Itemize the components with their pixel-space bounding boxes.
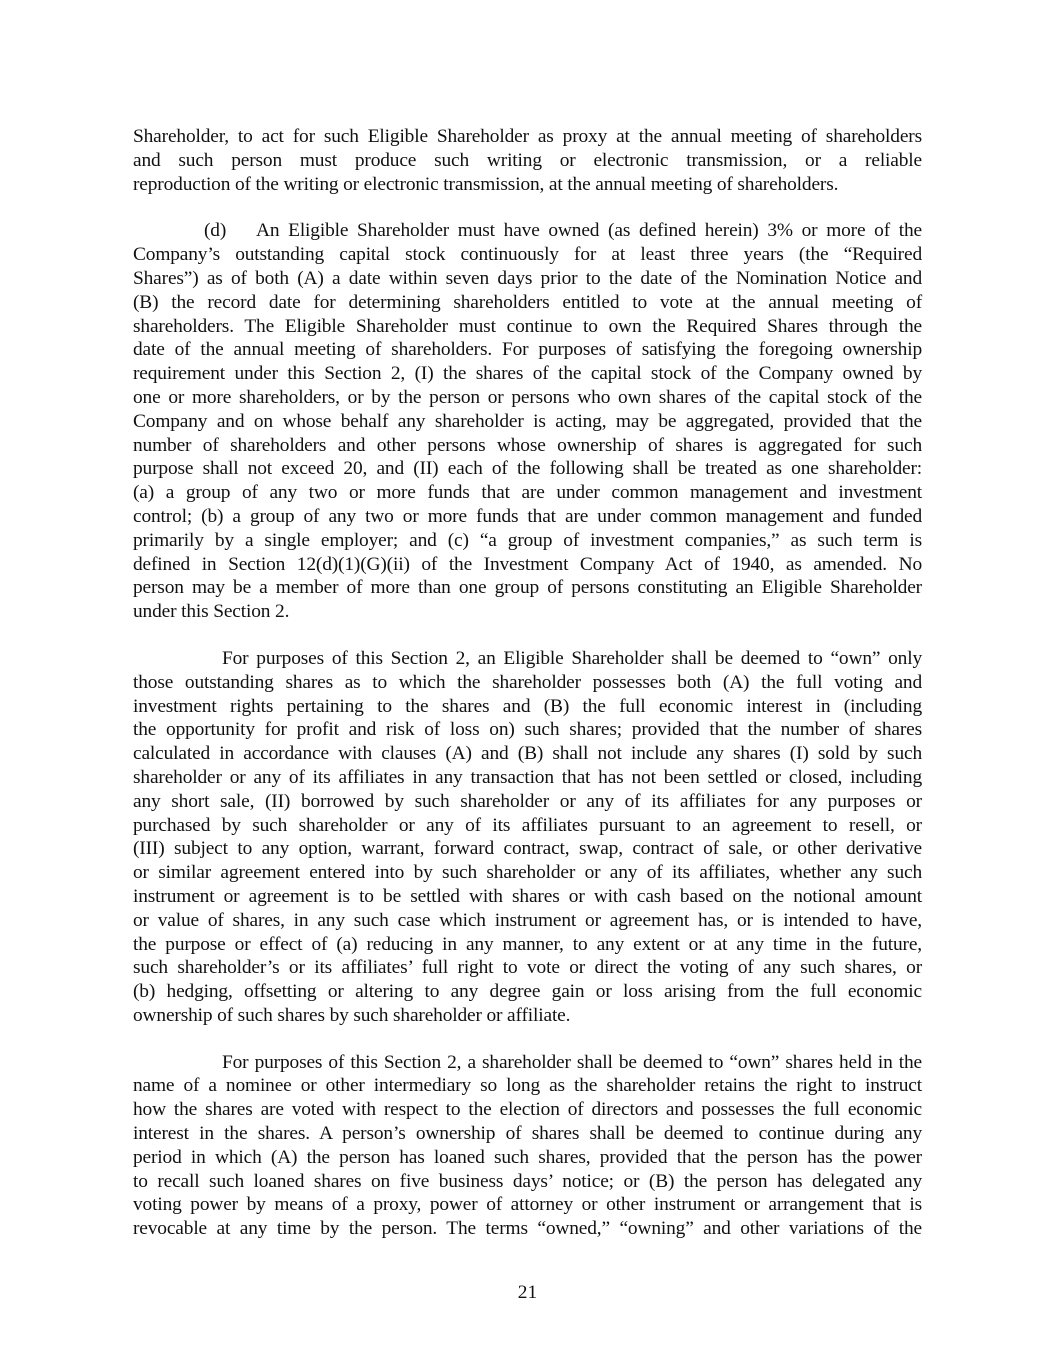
text-line-with-label (133, 219, 922, 243)
text-line: revocable at any time by the person. The terms “owned,” “owning” and other variations of the (133, 1218, 922, 1240)
text-line: one or more shareholders, or by the person or persons who own shares of the capital stock of the (133, 386, 922, 408)
text-line: or value of shares, in any such case which instrument or agreement has, or is intended to have, (133, 909, 922, 931)
text-line: the purpose or effect of (a) reducing in any manner, to any extent or at any time in the future, (133, 933, 922, 955)
text-line: (B) the record date for determining shareholders entitled to vote at the annual meeting of (133, 291, 922, 313)
page-number: 21 (517, 1282, 538, 1303)
paragraph-clause-d (133, 219, 922, 624)
document-page (133, 125, 922, 1264)
text-line: For purposes of this Section 2, a shareholder shall be deemed to “own” shares held in the (222, 1051, 922, 1073)
text-line: person may be a member of more than one group of persons constituting an Eligible Shareholder (133, 577, 922, 599)
text-line: investment rights pertaining to the shares and (B) the full economic interest in (including (133, 695, 922, 717)
paragraph-nominee-ownership (133, 1051, 922, 1241)
text-line: calculated in accordance with clauses (A) and (B) shall not include any shares (I) sold by such (133, 743, 922, 765)
text-line: and such person must produce such writing or electronic transmission, or a reliable (133, 149, 922, 171)
text-line: those outstanding shares as to which the shareholder possesses both (A) the full voting and (133, 671, 922, 693)
text-line: defined in Section 12(d)(1)(G)(ii) of the Investment Company Act of 1940, as amended. No (133, 553, 922, 575)
text-line: such shareholder’s or its affiliates’ full right to vote or direct the voting of any such shares, or (133, 957, 922, 979)
text-line: date of the annual meeting of shareholders. For purposes of satisfying the foregoing ownership (133, 339, 922, 361)
text-line: interest in the shares. A person’s ownership of shares shall be deemed to continue during any (133, 1123, 922, 1145)
text-line: shareholder or any of its affiliates in any transaction that has not been settled or closed, including (133, 766, 922, 788)
text-line: (b) hedging, offsetting or altering to any degree gain or loss arising from the full economic (133, 981, 922, 1003)
clause-label: (d) (204, 220, 227, 242)
paragraph-own-definition (133, 647, 922, 1028)
text-line: the opportunity for profit and risk of loss on) such shares; provided that the number of shares (133, 719, 922, 741)
text-line: requirement under this Section 2, (I) the shares of the capital stock of the Company owned by (133, 363, 922, 385)
text-line: shareholders. The Eligible Shareholder must continue to own the Required Shares through the (133, 315, 922, 337)
text-line: For purposes of this Section 2, an Eligible Shareholder shall be deemed to “own” only (222, 647, 922, 669)
text-line: name of a nominee or other intermediary so long as the shareholder retains the right to instruct (133, 1075, 922, 1097)
text-line: period in which (A) the person has loaned such shares, provided that the person has the power (133, 1146, 922, 1168)
text-line: purchased by such shareholder or any of its affiliates pursuant to an agreement to resell, or (133, 814, 922, 836)
text-line: An Eligible Shareholder must have owned (as defined herein) 3% or more of the (256, 220, 922, 242)
paragraph-proxy-continuation (133, 125, 922, 196)
text-line: Company and on whose behalf any shareholder is acting, may be aggregated, provided that the (133, 410, 922, 432)
text-line: how the shares are voted with respect to the election of directors and possesses the full economic (133, 1099, 922, 1121)
text-line: Shareholder, to act for such Eligible Shareholder as proxy at the annual meeting of shareholders (133, 126, 922, 147)
text-line: ownership of such shares by such shareholder or affiliate. (133, 1004, 571, 1026)
text-line: primarily by a single employer; and (c) “a group of investment companies,” as such term is (133, 529, 922, 551)
text-line: (III) subject to any option, warrant, forward contract, swap, contract of sale, or other derivative (133, 838, 922, 860)
text-line: reproduction of the writing or electronic transmission, at the annual meeting of shareholders. (133, 173, 839, 195)
text-line: Company’s outstanding capital stock continuously for at least three years (the “Required (133, 244, 922, 266)
text-line: voting power by means of a proxy, power of attorney or other instrument or arrangement that is (133, 1194, 922, 1216)
text-line: control; (b) a group of any two or more funds that are under common management and funded (133, 505, 922, 527)
text-line: (a) a group of any two or more funds that are under common management and investment (133, 482, 922, 504)
text-line: or similar agreement entered into by such shareholder or any of its affiliates, whether any such (133, 862, 922, 884)
text-line: number of shareholders and other persons whose ownership of shares is aggregated for such (133, 434, 922, 456)
text-line: instrument or agreement is to be settled with shares or with cash based on the notional amount (133, 885, 922, 907)
text-line: purpose shall not exceed 20, and (II) each of the following shall be treated as one shareholder: (133, 458, 922, 480)
text-line: under this Section 2. (133, 601, 290, 623)
text-line: to recall such loaned shares on five business days’ notice; or (B) the person has delegated any (133, 1170, 922, 1192)
text-line: Shares”) as of both (A) a date within seven days prior to the date of the Nomination Notice and (133, 267, 922, 289)
text-line: any short sale, (II) borrowed by such shareholder or any of its affiliates for any purposes or (133, 790, 922, 812)
